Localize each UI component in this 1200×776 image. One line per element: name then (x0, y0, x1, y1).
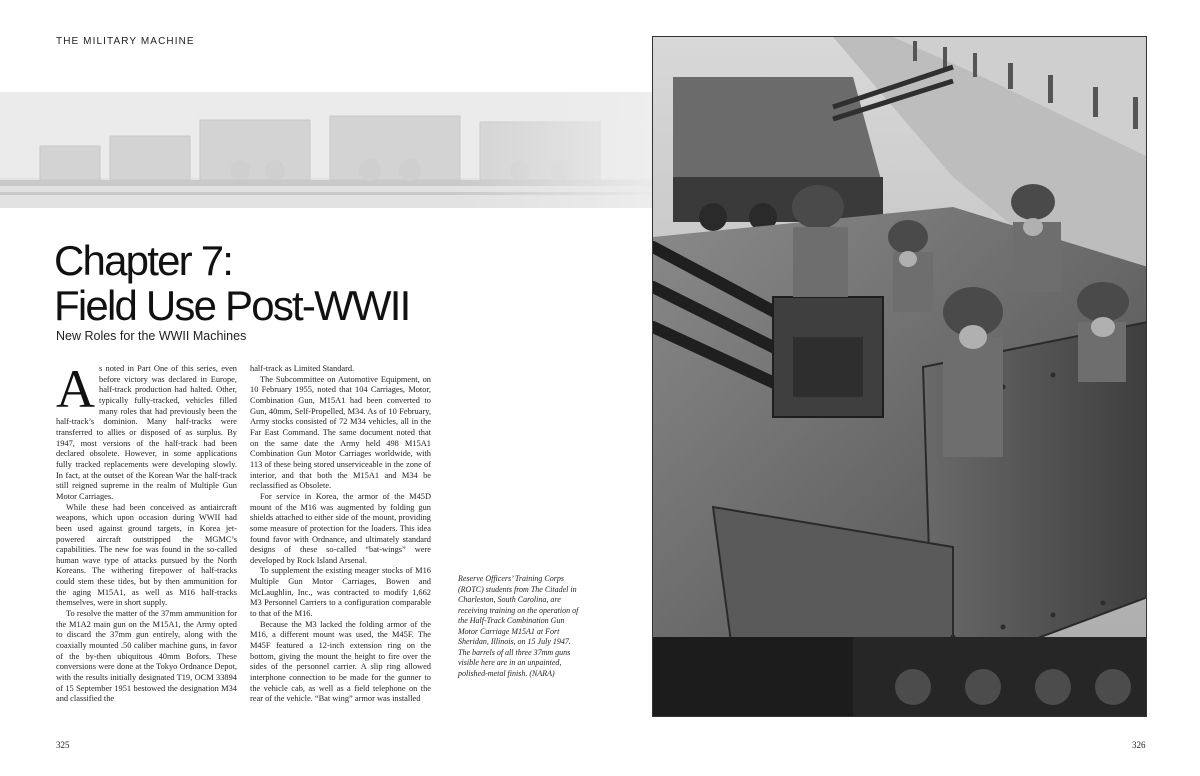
chapter-title (54, 238, 614, 328)
chapter-title-line-1: Chapter 7: (54, 237, 233, 284)
page-number-left: 325 (56, 740, 70, 750)
running-head: THE MILITARY MACHINE (56, 36, 195, 47)
body-paragraph: half-track as Limited Standard. (250, 364, 355, 373)
banner-photo-halftracks-on-railcars (0, 92, 652, 208)
paragraph-text: s noted in Part One of this series, even before victory was declared in Europe, half-track production had halted. Other, typically fully-tracked, vehicles filled many roles that had previously been the half-track’s dominion. Many half-tracks were transferred to allies or disposed of as surplus. By 1947, most versions of the half-track had been declared obsolete. However, in some applications fully tracked replacements were developing slowly. In fact, at the outset of the Korean War the half-track still reigned supreme in the realm of Multiple Gun Motor Carriages. (56, 364, 237, 501)
body-paragraph: While these had been conceived as antiaircraft weapons, which upon occasion during WWII had been used against ground targets, in Korea jet-powered aircraft outstripped the MGMC’s capabilities. The new foe was found in the so-called human wave type of attacks pursued by the North Koreans. The withering firepower of half-tracks could stem these tides, but by then ammunition for the aging M15A1, as well as M16 half-tracks themselves, were in short supply. (56, 502, 237, 608)
body-column-2 (250, 364, 431, 708)
chapter-subtitle: New Roles for the WWII Machines (56, 329, 247, 343)
page-number-right: 326 (1132, 740, 1146, 750)
body-column-1 (56, 364, 237, 708)
main-photo-rotc-halftrack-training (652, 36, 1147, 717)
body-paragraph: The Subcommittee on Automotive Equipment, on 10 February 1955, noted that 104 Carriages, Motor, Combination Gun, M15A1 had been converted to Gun, 40mm, Self-Propelled, M34. As of 10 February, Army stocks consisted of 72 M34 vehicles, all in the Far East Command. The same document noted that on the same date the Army held 498 M15A1 Combination Gun Motor Carriages worldwide, with 113 of these being stored unserviceable in the zone of interior, and that both the M15A1 and M34 be reclassified as Obsolete. (250, 374, 431, 491)
drop-cap: A (56, 364, 95, 419)
body-paragraph: To resolve the matter of the 37mm ammunition for the M1A2 main gun on the M15A1, the Army opted to discard the 37mm gun entirely, along with the coaxially mounted .50 caliber machine guns, in favor of the by-then ubiquitous 40mm Bofors. These conversions were done at the Tokyo Ordnance Depot, with the results initially designated T19, OCM 33894 of 15 September 1951 bestowed the designation M34 and classified the (56, 609, 237, 704)
chapter-title-line-2: Field Use Post-WWII (54, 282, 410, 329)
body-paragraph: For service in Korea, the armor of the M45D mount of the M16 was augmented by folding gun shields attached to either side of the mount, providing some measure of protection for the loaders. This idea found favor with Ordnance, and ultimately standard designs of these so-called “bat-wings” were developed by Rock Island Arsenal. (250, 491, 431, 565)
banner-illustration (0, 92, 652, 208)
photo-caption: Reserve Officers’ Training Corps (ROTC) students from The Citadel in Charleston, South Carolina, are receiving training on the operation of the Half-Track Combination Gun Motor Carriage M15A1 at Fort Sheridan, Illinois, on 15 July 1947. The barrels of all three 37mm guns visible here are in an unpainted, polished-metal finish. (NARA) (458, 574, 579, 678)
photo-illustration (653, 37, 1147, 717)
body-paragraph: Because the M3 lacked the folding armor of the M16, a different mount was used, the M45F. The M45F featured a 12-inch extension ring on the bottom, giving the mount the height to fire over the sides of the personnel carrier. A slip ring allowed interphone connection to be made for the gunner to the vehicle cab, as well as a field telephone on the rear of the vehicle. “Bat wing” armor was installed (250, 619, 431, 704)
body-paragraph (56, 364, 237, 503)
body-paragraph: To supplement the existing meager stocks of M16 Multiple Gun Motor Carriages, Bowen and McLaughlin, Inc., was contracted to modify 1,662 M3 Personnel Carriers to a configuration comparable to that of the M16. (250, 566, 431, 619)
